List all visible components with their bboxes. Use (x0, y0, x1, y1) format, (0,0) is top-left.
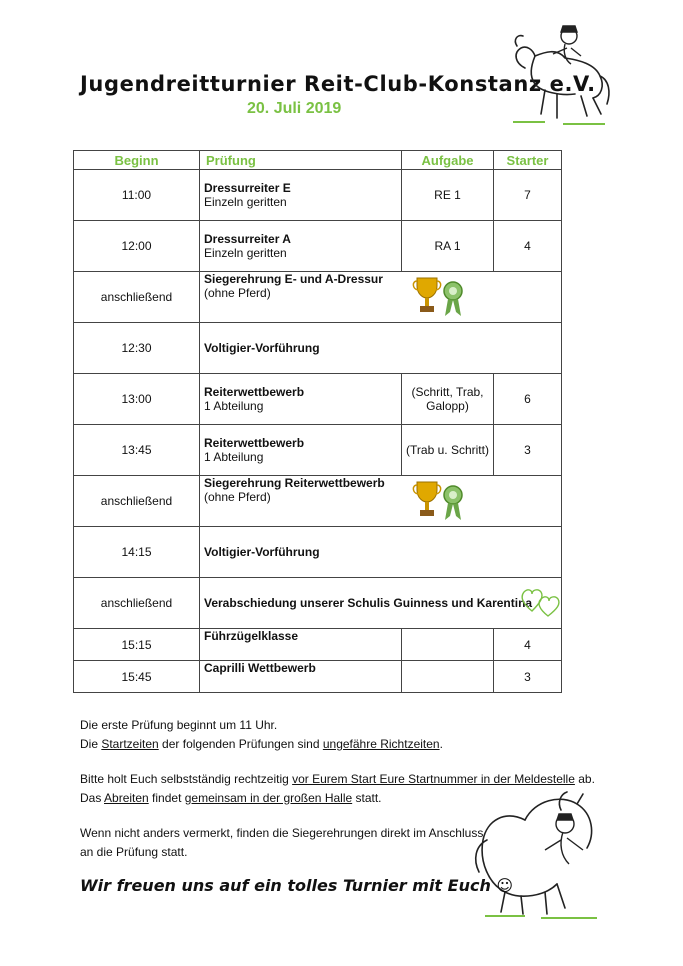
event-name: Dressurreiter E (204, 181, 291, 195)
note-line: Die erste Prüfung beginnt um 11 Uhr. (80, 718, 278, 732)
event-name: Reiterwettbewerb (204, 436, 305, 450)
table-header-row (74, 151, 562, 170)
event-detail: 1 Abteilung (204, 450, 264, 464)
cell-time: 13:00 (74, 374, 200, 425)
table-row (74, 629, 562, 661)
cell-task: RE 1 (402, 170, 494, 221)
hearts-icon (518, 583, 564, 619)
cell-event (200, 323, 562, 374)
cell-starters: 3 (494, 425, 562, 476)
trophy-rosette-icon (411, 274, 466, 319)
col-header-beginn: Beginn (74, 151, 200, 170)
cell-event (200, 476, 562, 527)
event-detail: 1 Abteilung (204, 399, 264, 413)
event-name: Reiterwettbewerb (204, 385, 305, 399)
note-line: Bitte holt Euch selbstständig rechtzeitig vor Eurem Start Eure Startnummer in der Meldestelle ab. (80, 772, 595, 786)
event-name: Führzügelklasse (204, 629, 299, 643)
cell-event (200, 374, 402, 425)
cell-starters: 3 (494, 661, 562, 693)
event-name: Voltigier-Vorführung (204, 545, 320, 559)
cell-event (200, 170, 402, 221)
event-detail: Einzeln geritten (204, 195, 287, 209)
note-line: Die Startzeiten der folgenden Prüfungen sind ungefähre Richtzeiten. (80, 736, 443, 751)
cell-starters: 7 (494, 170, 562, 221)
cell-task (402, 629, 494, 661)
cell-starters: 4 (494, 221, 562, 272)
note-line: an die Prüfung statt. (80, 844, 188, 859)
table-row (74, 272, 562, 323)
pony-rider-illustration (505, 18, 615, 130)
table-row (74, 527, 562, 578)
event-name: Siegerehrung E- und A-Dressur (204, 272, 383, 286)
table-row (74, 661, 562, 693)
cell-event (200, 221, 402, 272)
col-header-pruefung: Prüfung (200, 151, 402, 170)
table-row (74, 170, 562, 221)
cell-starters: 4 (494, 629, 562, 661)
note-line: Das Abreiten findet gemeinsam in der großen Halle statt. (80, 790, 382, 805)
cell-event (200, 629, 402, 661)
event-detail: Einzeln geritten (204, 246, 287, 260)
page-title: Jugendreitturnier Reit-Club-Konstanz e.V. (80, 72, 596, 96)
event-name: Dressurreiter A (204, 232, 291, 246)
table-row (74, 323, 562, 374)
col-header-starter: Starter (494, 151, 562, 170)
event-name: Voltigier-Vorführung (204, 341, 320, 355)
cell-time: anschließend (74, 476, 200, 527)
cell-event (200, 578, 562, 629)
event-name: Caprilli Wettbewerb (204, 661, 316, 675)
cell-starters: 6 (494, 374, 562, 425)
table-row (74, 476, 562, 527)
note-line: Wenn nicht anders vermerkt, finden die Siegerehrungen direkt im Anschluss (80, 826, 484, 840)
event-detail: (ohne Pferd) (204, 490, 271, 504)
cell-time: 12:00 (74, 221, 200, 272)
table-row (74, 221, 562, 272)
cell-time: 12:30 (74, 323, 200, 374)
cell-task: (Trab u. Schritt) (402, 425, 494, 476)
table-row (74, 578, 562, 629)
cell-task (402, 661, 494, 693)
cell-task: (Schritt, Trab, Galopp) (402, 374, 494, 425)
col-header-aufgabe: Aufgabe (402, 151, 494, 170)
cell-time: 14:15 (74, 527, 200, 578)
cell-event (200, 661, 402, 693)
event-date: 20. Juli 2019 (247, 100, 342, 117)
cell-time: 11:00 (74, 170, 200, 221)
trophy-rosette-icon (411, 478, 466, 523)
cell-task: RA 1 (402, 221, 494, 272)
schedule-table (73, 150, 562, 693)
cell-time: 15:15 (74, 629, 200, 661)
event-name: Siegerehrung Reiterwettbewerb (204, 476, 385, 490)
event-detail: (ohne Pferd) (204, 286, 271, 300)
cell-event (200, 425, 402, 476)
cell-time: 15:45 (74, 661, 200, 693)
table-row (74, 374, 562, 425)
cell-time: anschließend (74, 272, 200, 323)
table-row (74, 425, 562, 476)
cell-event (200, 527, 562, 578)
cell-time: anschließend (74, 578, 200, 629)
closing-message: Wir freuen uns auf ein tolles Turnier mit Euch ☺ (80, 876, 514, 895)
cell-event (200, 272, 562, 323)
cell-time: 13:45 (74, 425, 200, 476)
event-name: Verabschiedung unserer Schulis Guinness und Karentina (204, 596, 533, 610)
pony-hug-illustration (465, 780, 615, 920)
